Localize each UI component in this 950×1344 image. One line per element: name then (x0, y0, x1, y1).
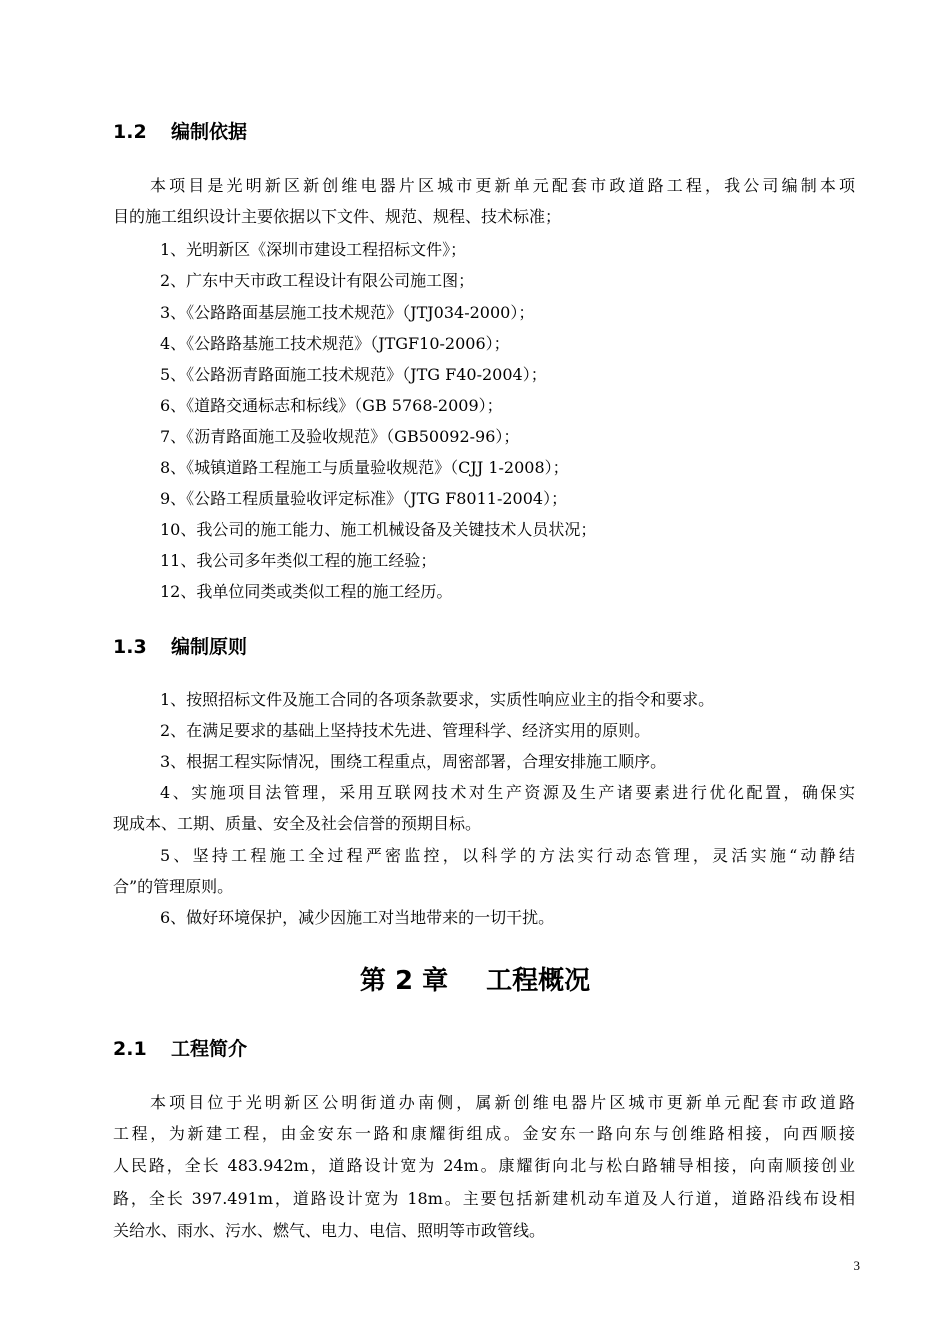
list-item: 11、我公司多年类似工程的施工经验； (160, 551, 437, 570)
paragraph-line: 关给水、雨水、污水、燃气、电力、电信、照明等市政管线。 (113, 1221, 546, 1240)
paragraph-line: 3、根据工程实际情况，围绕工程重点，周密部署，合理安排施工顺序。 (160, 752, 667, 771)
section-heading-2-1 (113, 1034, 247, 1061)
paragraph-line: 5、坚持工程施工全过程严密监控，以科学的方法实行动态管理，灵活实施“动静结 (160, 846, 855, 865)
section-number: 1.3 (113, 636, 147, 658)
list-item: 8、《城镇道路工程施工与质量验收规范》（CJJ 1-2008）； (160, 458, 569, 477)
list-item: 7、《沥青路面施工及验收规范》（GB50092-96）； (160, 427, 520, 446)
section-number: 2.1 (113, 1038, 147, 1060)
paragraph-line: 现成本、工期、质量、安全及社会信誉的预期目标。 (113, 814, 482, 833)
paragraph-line: 工程，为新建工程，由金安东一路和康耀街组成。金安东一路向东与创维路相接，向西顺接 (113, 1124, 855, 1143)
section-heading-1-3 (113, 632, 247, 659)
chapter-name: 工程概况 (486, 966, 591, 996)
list-item: 2、广东中天市政工程设计有限公司施工图； (160, 271, 475, 290)
section-title: 工程简介 (171, 1038, 248, 1060)
paragraph-line: 人民路，全长 483.942m，道路设计宽为 24m。康耀街向北与松白路辅导相接，向南顺接创业 (113, 1156, 855, 1175)
paragraph-line: 6、做好环境保护，减少因施工对当地带来的一切干扰。 (160, 908, 555, 927)
list-item: 5、《公路沥青路面施工技术规范》（JTG F40-2004）； (160, 365, 547, 384)
list-item: 4、《公路路基施工技术规范》（JTGF10-2006）； (160, 334, 510, 353)
list-item: 10、我公司的施工能力、施工机械设备及关键技术人员状况； (160, 520, 597, 539)
section-title: 编制原则 (171, 636, 248, 658)
paragraph-line: 1、按照招标文件及施工合同的各项条款要求，实质性响应业主的指令和要求。 (160, 690, 715, 709)
list-item: 6、《道路交通标志和标线》（GB 5768-2009）； (160, 396, 503, 415)
paragraph-line: 4、实施项目法管理，采用互联网技术对生产资源及生产诸要素进行优化配置，确保实 (160, 783, 855, 802)
paragraph-line: 本项目位于光明新区公明街道办南侧，属新创维电器片区城市更新单元配套市政道路 (150, 1093, 855, 1112)
section-heading-1-2 (113, 117, 247, 144)
paragraph-line: 2、在满足要求的基础上坚持技术先进、管理科学、经济实用的原则。 (160, 721, 651, 740)
paragraph-line: 合”的管理原则。 (113, 877, 234, 896)
paragraph-line: 目的施工组织设计主要依据以下文件、规范、规程、技术标准； (113, 207, 562, 226)
chapter-number: 第 2 章 (359, 966, 449, 996)
list-item: 3、《公路路面基层施工技术规范》（JTJ034-2000）； (160, 303, 535, 322)
section-title: 编制依据 (171, 121, 248, 143)
list-item: 9、《公路工程质量验收评定标准》（JTG F8011-2004）； (160, 489, 568, 508)
paragraph-line: 本项目是光明新区新创维电器片区城市更新单元配套市政道路工程，我公司编制本项 (150, 176, 855, 195)
list-item: 12、我单位同类或类似工程的施工经历。 (160, 582, 453, 601)
list-item: 1、光明新区《深圳市建设工程招标文件》； (160, 240, 467, 259)
paragraph-line: 路，全长 397.491m，道路设计宽为 18m。主要包括新建机动车道及人行道，道路沿线布设相 (113, 1189, 855, 1208)
section-number: 1.2 (113, 121, 147, 143)
page-number: 3 (853, 1258, 860, 1273)
chapter-title (0, 960, 950, 997)
